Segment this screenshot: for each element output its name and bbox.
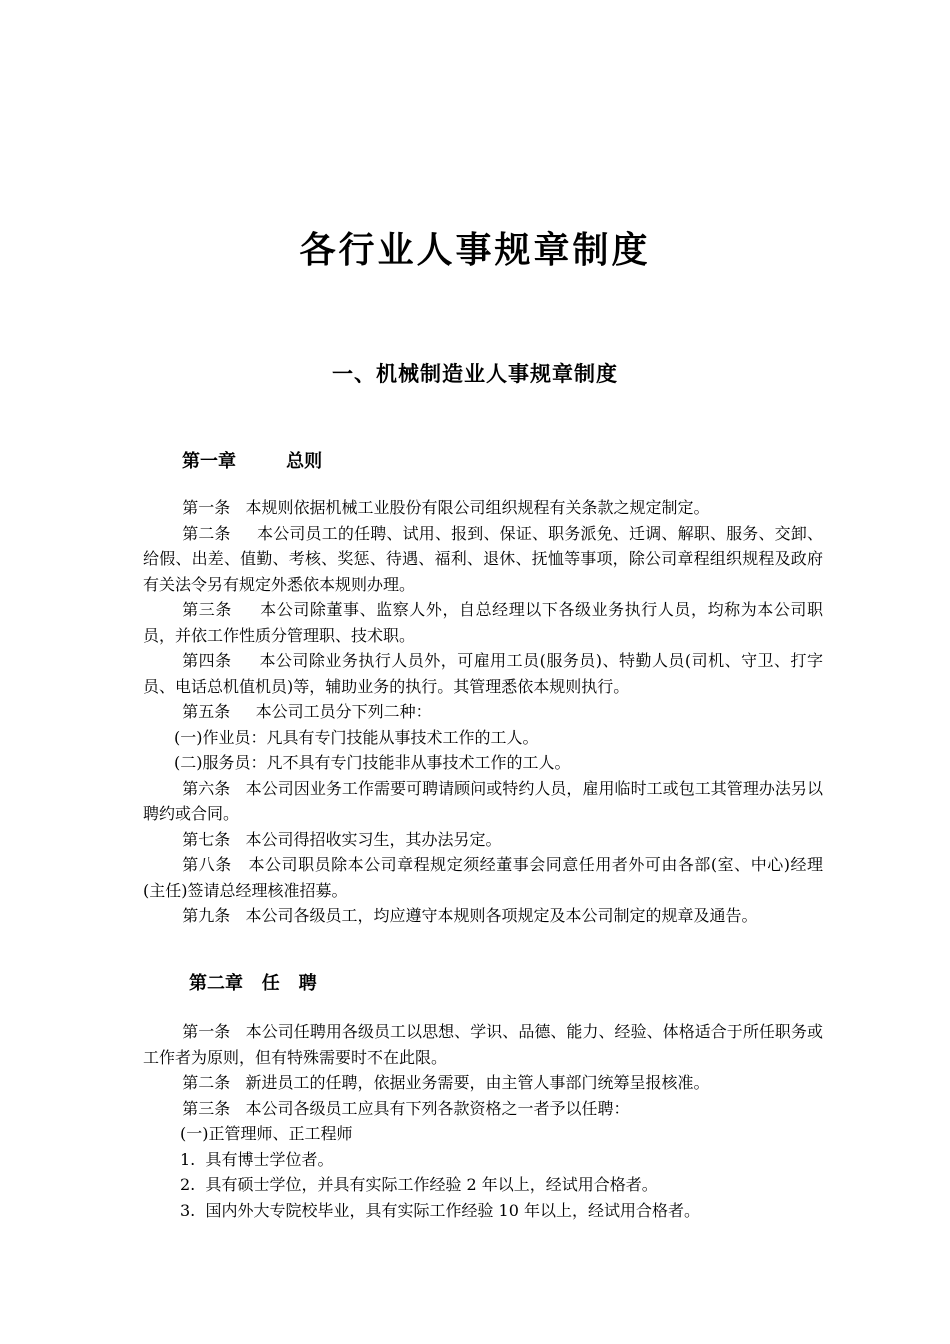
article-1-8: 第八条 本公司职员除本公司章程规定须经董事会同意任用者外可由各部(室、中心)经理(主任)签请总经理核准招募。 — [143, 855, 823, 900]
list-item: 2. 具有硕士学位，并具有实际工作经验 2 年以上，经试用合格者。 — [180, 1175, 658, 1194]
section-title: 一、机械制造业人事规章制度 — [332, 362, 618, 386]
article-1-7: 第七条 本公司得招收实习生，其办法另定。 — [182, 829, 502, 849]
chapter-1-body — [143, 495, 823, 929]
document-title: 各行业人事规章制度 — [299, 230, 651, 271]
list-item: 1. 具有博士学位者。 — [180, 1149, 334, 1169]
article-1-6: 第六条 本公司因业务工作需要可聘请顾问或特约人员，雇用临时工或包工其管理办法另以聘约或合同。 — [143, 778, 823, 823]
article-1-5: 第五条 本公司工员分下列二种： — [182, 702, 432, 721]
article-2-1: 第一条 本公司任聘用各级员工以思想、学识、品德、能力、经验、体格适合于所任职务或工作者为原则，但有特殊需要时不在此限。 — [143, 1022, 823, 1067]
article-1-4: 第四条 本公司除业务执行人员外，可雇用工员(服务员)、特勤人员(司机、守卫、打字员、电话总机值机员)等，辅助业务的执行。其管理悉依本规则执行。 — [143, 651, 823, 696]
chapter-1-heading: 第一章 总则 — [182, 451, 323, 472]
list-item: 3. 国内外大专院校毕业，具有实际工作经验 10 年以上，经试用合格者。 — [180, 1200, 700, 1220]
list-item: (二)服务员：凡不具有专门技能非从事技术工作的工人。 — [174, 753, 571, 772]
article-1-9: 第九条 本公司各级员工，均应遵守本规则各项规定及本公司制定的规章及通告。 — [182, 906, 758, 925]
article-1-3: 第三条 本公司除董事、监察人外，自总经理以下各级业务执行人员，均称为本公司职员，并依工作性质分管理职、技术职。 — [143, 600, 823, 645]
list-item: (一)作业员：凡具有专门技能从事技术工作的工人。 — [174, 727, 539, 747]
list-item: (一)正管理师、正工程师 — [180, 1124, 353, 1143]
article-1-1: 第一条 本规则依据机械工业股份有限公司组织规程有关条款之规定制定。 — [182, 498, 710, 517]
chapter-2-body — [143, 1019, 823, 1223]
chapter-2-heading: 第二章 任 聘 — [189, 973, 317, 994]
article-2-2: 第二条 新进员工的任聘，依据业务需要，由主管人事部门统筹呈报核准。 — [182, 1073, 710, 1092]
article-1-2: 第二条 本公司员工的任聘、试用、报到、保证、职务派免、迁调、解职、服务、交卸、给假、出差、值勤、考核、奖惩、待遇、福利、退休、抚恤等事项，除公司章程组织规程及政府有关法令另有规定外悉依本规则办理。 — [143, 523, 823, 594]
article-2-3: 第三条 本公司各级员工应具有下列各款资格之一者予以任聘： — [182, 1098, 630, 1118]
